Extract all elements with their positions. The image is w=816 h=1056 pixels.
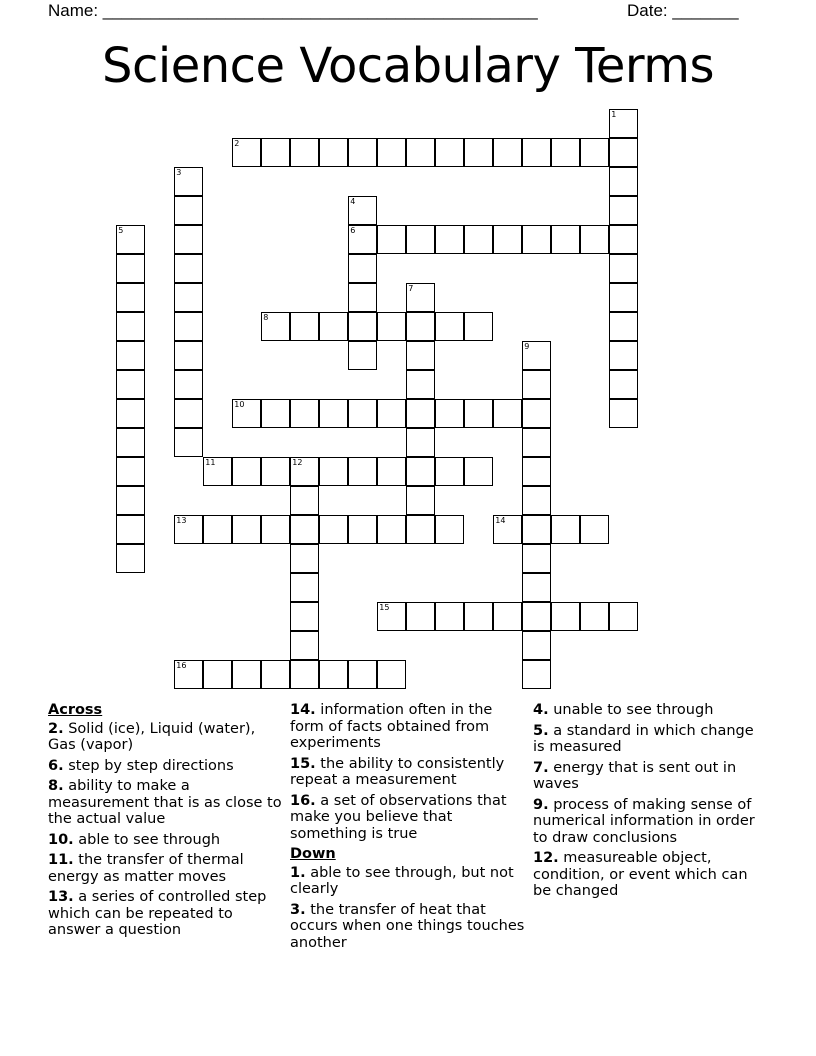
- down-clue: [290, 865, 525, 898]
- crossword-cell[interactable]: [522, 370, 551, 399]
- crossword-cell[interactable]: [116, 544, 145, 573]
- clue-number: 3: [176, 168, 182, 178]
- crossword-cell[interactable]: [290, 457, 319, 486]
- crossword-cell[interactable]: [435, 602, 464, 631]
- crossword-cell[interactable]: [319, 515, 348, 544]
- crossword-cell[interactable]: [348, 254, 377, 283]
- crossword-cell[interactable]: [377, 660, 406, 689]
- crossword-cell[interactable]: [377, 457, 406, 486]
- crossword-cell[interactable]: [406, 515, 435, 544]
- crossword-cell[interactable]: [174, 283, 203, 312]
- crossword-cell[interactable]: [116, 341, 145, 370]
- date-field[interactable]: Date: _______: [627, 1, 739, 20]
- crossword-cell[interactable]: [261, 515, 290, 544]
- crossword-cell[interactable]: [522, 341, 551, 370]
- clue-number: 10: [234, 400, 245, 410]
- clue-number: 9: [524, 342, 530, 352]
- across-clue: [48, 721, 283, 754]
- crossword-cell[interactable]: [116, 428, 145, 457]
- crossword-cell[interactable]: [464, 312, 493, 341]
- crossword-cell[interactable]: [551, 602, 580, 631]
- crossword-cell[interactable]: [348, 457, 377, 486]
- clue-number: 15.: [290, 755, 316, 772]
- crossword-cell[interactable]: [551, 138, 580, 167]
- crossword-cell[interactable]: [174, 399, 203, 428]
- crossword-cell[interactable]: [290, 515, 319, 544]
- clue-number: 8.: [48, 778, 64, 794]
- crossword-cell[interactable]: [522, 225, 551, 254]
- crossword-cell[interactable]: [609, 167, 638, 196]
- crossword-cell[interactable]: [522, 602, 551, 631]
- clue-text: the transfer of heat that occurs when one things touches another: [290, 901, 525, 951]
- crossword-cell[interactable]: [348, 138, 377, 167]
- crossword-cell[interactable]: [348, 341, 377, 370]
- crossword-cell[interactable]: [174, 428, 203, 457]
- crossword-cell[interactable]: [609, 370, 638, 399]
- crossword-cell[interactable]: [493, 225, 522, 254]
- clue-number: 14.: [290, 702, 316, 718]
- crossword-cell[interactable]: [406, 457, 435, 486]
- crossword-cell[interactable]: [174, 167, 203, 196]
- crossword-cell[interactable]: [348, 283, 377, 312]
- crossword-cell[interactable]: [406, 341, 435, 370]
- crossword-cell[interactable]: [377, 138, 406, 167]
- crossword-cell[interactable]: [493, 138, 522, 167]
- across-clue: [48, 832, 283, 849]
- clue-number: 2.: [48, 720, 64, 737]
- clue-number: 2: [234, 139, 240, 149]
- crossword-cell[interactable]: [174, 196, 203, 225]
- crossword-cell[interactable]: [261, 457, 290, 486]
- crossword-cell[interactable]: [464, 399, 493, 428]
- clue-number: 5: [118, 226, 124, 236]
- down-heading: Down: [290, 846, 336, 862]
- crossword-cell[interactable]: [406, 486, 435, 515]
- crossword-cell[interactable]: [580, 225, 609, 254]
- clue-number: 16.: [290, 792, 316, 809]
- clues-column-1: [48, 702, 283, 943]
- crossword-cell[interactable]: [290, 312, 319, 341]
- crossword-cell[interactable]: [406, 399, 435, 428]
- crossword-cell[interactable]: [435, 457, 464, 486]
- crossword-cell[interactable]: [261, 399, 290, 428]
- clue-text: unable to see through: [553, 702, 714, 718]
- crossword-cell[interactable]: [609, 283, 638, 312]
- clues-column-2: [290, 702, 525, 955]
- clue-text: ability to make a measurement that is as close to the actual value: [48, 778, 282, 827]
- crossword-cell[interactable]: [609, 196, 638, 225]
- clue-text: a set of observations that make you believe that something is true: [290, 792, 507, 842]
- crossword-cell[interactable]: [232, 457, 261, 486]
- down-clue: [290, 902, 525, 952]
- crossword-cell[interactable]: [551, 225, 580, 254]
- crossword-cell[interactable]: [348, 399, 377, 428]
- crossword-cell[interactable]: [435, 225, 464, 254]
- crossword-cell[interactable]: [522, 399, 551, 428]
- clue-text: information often in the form of facts obtained from experiments: [290, 702, 493, 751]
- crossword-cell[interactable]: [377, 399, 406, 428]
- crossword-cell[interactable]: [116, 399, 145, 428]
- clue-text: energy that is sent out in waves: [533, 759, 737, 792]
- crossword-cell[interactable]: [464, 225, 493, 254]
- crossword-cell[interactable]: [609, 138, 638, 167]
- crossword-cell[interactable]: [406, 283, 435, 312]
- clues-column-3: [533, 702, 768, 904]
- crossword-cell[interactable]: [116, 283, 145, 312]
- crossword-cell[interactable]: [435, 138, 464, 167]
- crossword-cell[interactable]: [464, 457, 493, 486]
- crossword-cell[interactable]: [116, 486, 145, 515]
- crossword-cell[interactable]: [609, 399, 638, 428]
- crossword-cell[interactable]: [174, 660, 203, 689]
- clue-text: process of making sense of numerical information in order to draw conclusions: [533, 796, 755, 846]
- clue-number: 11: [205, 458, 216, 468]
- clue-number: 13.: [48, 889, 74, 905]
- crossword-cell[interactable]: [232, 660, 261, 689]
- clue-number: 11.: [48, 852, 74, 868]
- crossword-cell[interactable]: [174, 254, 203, 283]
- crossword-cell[interactable]: [377, 602, 406, 631]
- down-clue: [533, 850, 768, 900]
- crossword-cell[interactable]: [290, 138, 319, 167]
- crossword-cell[interactable]: [174, 515, 203, 544]
- crossword-cell[interactable]: [493, 515, 522, 544]
- clue-number: 15: [379, 603, 390, 613]
- crossword-cell[interactable]: [609, 109, 638, 138]
- crossword-cell[interactable]: [290, 399, 319, 428]
- crossword-cell[interactable]: [377, 312, 406, 341]
- crossword-cell[interactable]: [116, 515, 145, 544]
- crossword-cell[interactable]: [580, 138, 609, 167]
- crossword-cell[interactable]: [203, 660, 232, 689]
- clue-number: 6.: [48, 757, 64, 774]
- crossword-cell[interactable]: [348, 312, 377, 341]
- clue-text: the transfer of thermal energy as matter moves: [48, 852, 244, 885]
- crossword-cell[interactable]: [290, 660, 319, 689]
- crossword-cell[interactable]: [116, 457, 145, 486]
- clue-number: 1: [611, 110, 617, 120]
- crossword-cell[interactable]: [464, 138, 493, 167]
- clue-text: step by step directions: [68, 757, 234, 774]
- crossword-cell[interactable]: [609, 225, 638, 254]
- crossword-cell[interactable]: [406, 312, 435, 341]
- clue-number: 10.: [48, 831, 74, 848]
- crossword-cell[interactable]: [290, 573, 319, 602]
- crossword-cell[interactable]: [551, 515, 580, 544]
- crossword-cell[interactable]: [522, 428, 551, 457]
- clue-text: measureable object, condition, or event which can be changed: [533, 850, 748, 899]
- across-clue: [48, 852, 283, 885]
- across-clue: [48, 778, 283, 828]
- crossword-cell[interactable]: [319, 399, 348, 428]
- crossword-cell[interactable]: [319, 457, 348, 486]
- clue-number: 1.: [290, 864, 306, 881]
- down-clue: [533, 797, 768, 847]
- crossword-cell[interactable]: [319, 660, 348, 689]
- crossword-cell[interactable]: [406, 428, 435, 457]
- crossword-cell[interactable]: [290, 486, 319, 515]
- clue-number: 3.: [290, 901, 306, 918]
- clue-text: able to see through: [78, 831, 221, 848]
- crossword-cell[interactable]: [522, 573, 551, 602]
- crossword-cell[interactable]: [232, 515, 261, 544]
- crossword-cell[interactable]: [522, 138, 551, 167]
- crossword-cell[interactable]: [435, 515, 464, 544]
- clue-number: 5.: [533, 722, 549, 739]
- clue-number: 14: [495, 516, 506, 526]
- crossword-cell[interactable]: [406, 138, 435, 167]
- crossword-cell[interactable]: [609, 341, 638, 370]
- crossword-cell[interactable]: [406, 602, 435, 631]
- crossword-cell[interactable]: [348, 515, 377, 544]
- crossword-cell[interactable]: [609, 602, 638, 631]
- crossword-cell[interactable]: [348, 660, 377, 689]
- clue-number: 7.: [533, 759, 549, 776]
- down-clue: [533, 723, 768, 756]
- crossword-cell[interactable]: [493, 399, 522, 428]
- down-clue: [533, 702, 768, 719]
- clue-number: 12: [292, 458, 303, 468]
- crossword-cell[interactable]: [174, 370, 203, 399]
- crossword-cell[interactable]: [435, 312, 464, 341]
- crossword-cell[interactable]: [116, 254, 145, 283]
- crossword-cell[interactable]: [406, 225, 435, 254]
- crossword-cell[interactable]: [522, 457, 551, 486]
- crossword-cell[interactable]: [609, 312, 638, 341]
- across-clue: [48, 889, 283, 939]
- crossword-cell[interactable]: [522, 486, 551, 515]
- down-clue: [533, 760, 768, 793]
- crossword-cell[interactable]: [348, 225, 377, 254]
- crossword-cell[interactable]: [174, 341, 203, 370]
- crossword-cell[interactable]: [290, 631, 319, 660]
- across-clue: [48, 758, 283, 775]
- crossword-cell[interactable]: [522, 631, 551, 660]
- crossword-cell[interactable]: [261, 312, 290, 341]
- crossword-cell[interactable]: [319, 138, 348, 167]
- crossword-cell[interactable]: [522, 515, 551, 544]
- across-heading: Across: [48, 702, 103, 718]
- crossword-cell[interactable]: [493, 602, 522, 631]
- clue-number: 7: [408, 284, 414, 294]
- crossword-cell[interactable]: [580, 602, 609, 631]
- crossword-cell[interactable]: [435, 399, 464, 428]
- crossword-cell[interactable]: [377, 515, 406, 544]
- across-clue: [290, 793, 525, 843]
- crossword-cell[interactable]: [232, 399, 261, 428]
- crossword-cell[interactable]: [348, 196, 377, 225]
- crossword-cell[interactable]: [116, 312, 145, 341]
- crossword-cell[interactable]: [290, 544, 319, 573]
- page-title: Science Vocabulary Terms: [102, 38, 714, 94]
- crossword-cell[interactable]: [290, 602, 319, 631]
- crossword-cell[interactable]: [609, 254, 638, 283]
- crossword-cell[interactable]: [261, 660, 290, 689]
- crossword-cell[interactable]: [406, 370, 435, 399]
- clue-number: 8: [263, 313, 269, 323]
- across-clue: [290, 702, 525, 752]
- crossword-cell[interactable]: [261, 138, 290, 167]
- crossword-cell[interactable]: [464, 602, 493, 631]
- crossword-cell[interactable]: [203, 515, 232, 544]
- crossword-cell[interactable]: [377, 225, 406, 254]
- clue-text: Solid (ice), Liquid (water), Gas (vapor): [48, 720, 256, 753]
- crossword-cell[interactable]: [116, 370, 145, 399]
- clue-number: 6: [350, 226, 356, 236]
- crossword-cell[interactable]: [203, 457, 232, 486]
- crossword-cell[interactable]: [580, 515, 609, 544]
- crossword-cell[interactable]: [522, 544, 551, 573]
- clue-number: 9.: [533, 796, 549, 813]
- across-clue: [290, 756, 525, 789]
- clue-number: 4.: [533, 702, 549, 718]
- crossword-cell[interactable]: [174, 225, 203, 254]
- clue-text: the ability to consistently repeat a measurement: [290, 755, 505, 788]
- crossword-cell[interactable]: [174, 312, 203, 341]
- clue-number: 13: [176, 516, 187, 526]
- name-field[interactable]: Name: ______________________________________________: [48, 1, 538, 20]
- clue-text: able to see through, but not clearly: [290, 864, 514, 897]
- clue-text: a standard in which change is measured: [533, 722, 754, 755]
- crossword-cell[interactable]: [522, 660, 551, 689]
- crossword-cell[interactable]: [116, 225, 145, 254]
- clue-number: 12.: [533, 850, 559, 866]
- crossword-cell[interactable]: [319, 312, 348, 341]
- crossword-cell[interactable]: [232, 138, 261, 167]
- clue-number: 4: [350, 197, 356, 207]
- clue-number: 16: [176, 661, 187, 671]
- clue-text: a series of controlled step which can be repeated to answer a question: [48, 889, 267, 938]
